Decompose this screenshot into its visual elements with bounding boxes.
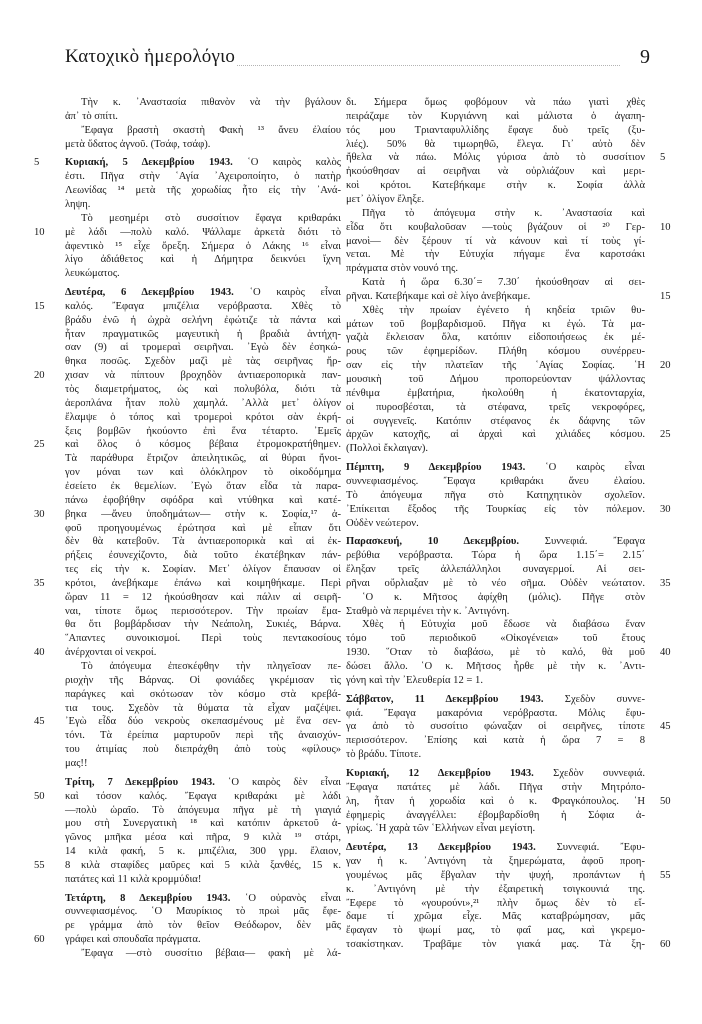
text-line [65, 383, 341, 397]
text-line [65, 715, 341, 729]
line-text: μου στὴ Συνεργατικὴ ¹⁸ καὶ κατόπιν ἀρκετοῦ ἀ- [65, 818, 341, 830]
text-line [346, 193, 645, 207]
right-line-number: 5 [660, 152, 666, 164]
line-text: πάνω ἐφοβήθην σφόδρα καὶ ντύθηκα καὶ κατέ- [65, 494, 341, 506]
line-text: ἐσείετο ἐκ θεμελίων. ᾿Εγὼ ὅταν εἶδα τὰ παρα- [65, 480, 341, 492]
line-text: ἠκούσθησαν αἱ σειρῆναι νὰ οὐρλιάζουν καὶ μερι- [346, 166, 645, 178]
line-text: τια τους. Σχεδὸν τὰ θύματα τὰ εἶχαν μαζέψει. [65, 702, 341, 714]
entry-date-heading: Πέμπτη, 9 Δεκεμβρίου 1943. [346, 462, 526, 474]
line-text: ῾Ο καιρὸς εἶναι [525, 462, 645, 474]
text-line [346, 591, 645, 605]
text-line [346, 809, 645, 823]
line-text: Συννεφιά. ῎Εφαγα [519, 536, 646, 548]
line-text: μας!! [65, 757, 88, 769]
text-line [65, 240, 341, 254]
line-text: μετὰ ὕδατος ἀγνοῦ. (Τσάφ, τσάφ). [65, 138, 211, 150]
line-text: ἤθελα νὰ πάω. Μόλις γύρισα ἀπὸ τὸ συσσίτιον [346, 152, 645, 164]
text-line [65, 757, 341, 771]
text-line [65, 632, 341, 646]
line-text: τσακίστηκαν. Τραβᾶμε τὸν γιακά μας. Τὰ ξη- [346, 939, 645, 951]
text-line [346, 318, 645, 332]
text-line [346, 235, 645, 249]
line-text: ἔφαγαν τὸ ψωμί μας, τὸ φαΐ μας, καὶ γκρεμο- [346, 925, 645, 937]
text-line [346, 96, 645, 110]
line-text: βράδυ ἐνῶ ἡ ὠχρὰ σελήνη ἐφώτιζε τὰ πάντα καὶ [65, 314, 341, 326]
text-line [65, 198, 341, 212]
text-line [346, 563, 645, 577]
text-line [346, 632, 645, 646]
text-line [346, 401, 645, 415]
line-text: ἐφημερὶς ἀναγγέλλει: ἐβομβαρδίσθη ἡ Σόφια ἀ- [346, 809, 645, 821]
line-text: καλός. ῎Εφαγα μπιζέλια νερόβραστα. Χθὲς τὸ [65, 300, 341, 312]
line-text: Σχεδὸν συννε- [543, 693, 645, 705]
text-line [65, 905, 341, 919]
text-line [346, 165, 645, 179]
line-text: ῎Εφαγα βραστὴ σκαστὴ Φακὴ ¹³ ἄνευ ἐλαίου [81, 124, 341, 136]
line-text: νεται. Μὲ τὴν Εὐτυχία πήγαμε ἕνα καροτσάκι [346, 249, 645, 261]
line-text: Τὸ ἀπόγευμα ἐπεσκέφθην τὴν πληγεῖσαν πε- [81, 661, 341, 672]
right-line-number: 25 [660, 429, 671, 441]
line-text: τες εἰς τὴν κ. Σοφίαν. Μετ᾿ ὀλίγον ἔπαυσαν οἱ [65, 564, 341, 576]
text-line [346, 707, 645, 721]
text-line [65, 804, 341, 818]
text-line [65, 674, 341, 688]
line-text: ρῆναι. Κατεβήκαμε καὶ σὲ λίγο ἀνεβήκαμε. [346, 290, 531, 302]
line-text: εἶδα ὅτι κουβαλοῦσαν —τοὺς βγάζουν οἱ ²⁰ Γερ- [346, 221, 645, 233]
left-line-number: 30 [34, 508, 45, 520]
line-text: γράφει καὶ σπουδαῖα πράγματα. [65, 934, 201, 946]
line-text: φοῦ προηγουμένως ἐρώτησα καὶ μὲ εἶπαν ὅτι [65, 522, 341, 534]
line-text: πένθιμα ἐμβατήρια, ἠκολούθη ἡ ἑκατονταρχία, [346, 387, 645, 399]
entry-heading-line [65, 776, 341, 790]
entry-date-heading: Τετάρτη, 8 Δεκεμβρίου 1943. [65, 892, 231, 904]
line-text: μάτων τοῦ βομβαρδισμοῦ. Πῆγα κι ἐγώ. Τὰ μα- [346, 318, 645, 330]
text-line [346, 428, 645, 442]
text-line [65, 480, 341, 494]
text-line [65, 124, 341, 138]
line-text: ξεις βομβῶν ἠκούοντο ἐπὶ ἕνα τέταρτο. ᾿Εμεῖς [65, 425, 341, 437]
text-line [65, 253, 341, 267]
text-line [346, 577, 645, 591]
line-text: παράγκες καὶ σκότωσαν τὸν κόσμο στὰ κρεβά- [65, 688, 341, 700]
line-text: ἀρχῶν κατοχῆς, αἱ ἀρχαὶ καὶ χιλιάδες κόσμου. [346, 429, 645, 441]
line-text: γαν ἡ κ. ᾿Αντιγόνη τὰ ξημερώματα, ἀφοῦ προη- [346, 856, 645, 868]
right-line-number: 50 [660, 795, 671, 807]
text-line [346, 221, 645, 235]
left-line-number: 60 [34, 934, 45, 946]
line-text: Τὸ ἀπόγευμα πῆγα στὸ Κατηχητικὸν σχολεῖον. [346, 489, 645, 501]
text-line [346, 276, 645, 290]
text-line [346, 179, 645, 193]
text-line [65, 702, 341, 716]
line-text: θα ὅτι βομβάρδισαν τὴν Νεάπολη, Συκιές, Βάρνα. [65, 619, 341, 631]
line-text: πειράζαμε τὸν Κυργιάννη καὶ μάλιστα ὁ ἀγαπη- [346, 110, 645, 122]
text-line [65, 933, 341, 947]
left-line-number: 15 [34, 300, 45, 312]
line-text: φιά. ῎Εφαγα μακαρόνια νερόβραστα. Μόλις ἔφυ- [346, 707, 645, 719]
line-text: ἀνέρχονται οἱ νεκροί. [65, 647, 157, 659]
text-line [346, 938, 645, 952]
line-text: ρήξεις ἐσυνεχίζοντο, διὰ τοῦτο ἐκατέβηκαν πάν- [65, 550, 341, 562]
entry-date-heading: Κυριακή, 12 Δεκεμβρίου 1943. [346, 767, 534, 779]
text-line [65, 790, 341, 804]
line-text: ῾Ο καιρὸς δὲν εἶναι [214, 776, 341, 788]
right-line-number: 55 [660, 869, 671, 881]
left-line-number: 5 [34, 157, 40, 169]
line-text: χισαν νὰ πίπτουν βροχηδὸν ἀντιαεροπορικὰ παν- [65, 370, 341, 382]
line-text: γῶνος μπῆκα μέσα καὶ πῆρα, 9 κιλὰ ¹⁹ στάρι, [65, 832, 341, 844]
text-line [346, 373, 645, 387]
text-line [65, 494, 341, 508]
line-text: ᾿Επίκειται ἔξοδος τῆς Τουρκίας εἰς τὸν πόλεμον. [346, 503, 645, 515]
line-text: τόνι. Τὰ ἐρείπια μαρτυροῦν περὶ τῆς ἀναισχύν- [65, 730, 341, 742]
line-text: Τὰ παράθυρα ἔτριζον ἀπειλητικῶς, αἱ θύραι ἤνοι- [65, 453, 341, 465]
line-text: Κατὰ ἡ ὥρα 6.30΄= 7.30΄ ἠκούσθησαν αἱ σει- [362, 277, 645, 289]
text-line [346, 415, 645, 429]
entry-heading-line [346, 461, 645, 475]
entry-date-heading: Κυριακή, 5 Δεκεμβρίου 1943. [65, 157, 233, 169]
line-text: Τὴν κ. ᾿Αναστασία πιθανὸν νὰ τὴν βγάλουν [81, 97, 341, 108]
left-line-number: 10 [34, 226, 45, 238]
line-text: βηκα —ἄνευ ὑποδημάτων— στὴν κ. Σοφία,¹⁷ ἀ- [65, 508, 341, 520]
line-text: Σταθμὸ νὰ περιμένει τὴν κ. ᾿Αντιγόνη. [346, 605, 510, 617]
line-text: Χθὲς ἡ Εὐτυχία μοῦ ἔδωσε νὰ διαβάσω ἕναν [362, 619, 645, 631]
line-text: ἐστι. Πῆγα στὴν ῾Αγία ᾿Αχειροποίητο, ὁ πατὴρ [65, 171, 341, 183]
entry-heading-line [346, 693, 645, 707]
text-line [65, 184, 341, 198]
line-text: Συννεφιά. ῎Εφυ- [535, 842, 645, 854]
line-text: θηκα ποσῶς. Σχεδὸν μαζὶ μὲ τὰς σειρῆνας ἤρ- [65, 356, 341, 368]
line-text: πράγματα στὸν νουνό της. [346, 263, 458, 275]
text-line [65, 96, 341, 110]
text-line [65, 660, 341, 674]
line-text: κ. ᾿Αντιγόνη μὲ τὴν ἐξαιρετικὴ τσιγκουνιά της. [346, 883, 645, 895]
text-line [65, 873, 341, 887]
text-line [65, 919, 341, 933]
line-text: κοὶ κρότοι. Κατεβήκαμε στὴν κ. Σοφία ἀλλὰ [346, 180, 645, 192]
text-line [65, 646, 341, 660]
entry-heading-line [65, 286, 341, 300]
line-text: γα ἀπὸ τὸ συσσίτιο φώναξαν οἱ σειρῆνες, τίποτε [346, 721, 645, 733]
text-line [346, 207, 645, 221]
text-line [346, 720, 645, 734]
line-text: γόνη καὶ τὴν ᾿Ελευθερία 12 = 1. [346, 674, 483, 686]
text-line [65, 314, 341, 328]
line-text: μὲ λάδι —πολὺ καλό. Ψάλλαμε ἀρκετὰ διότι τὸ [65, 226, 341, 238]
text-line [65, 563, 341, 577]
right-line-number: 10 [660, 221, 671, 233]
line-text: οἱ συγγενεῖς. Κατόπιν στέφανος ἐκ δάφνης τῶν [346, 415, 645, 427]
text-line [346, 660, 645, 674]
line-text: γαζιὰ ἔκλεισαν ὅλα, κατόπιν εἰδοποιήσεως ἐκ μέ- [346, 332, 645, 344]
line-text: ὥραν 11 = 12 ἠκούσθησαν καὶ πάλιν αἱ σειρῆ- [65, 591, 341, 603]
line-text: γουμένως μᾶς ἔβγαλαν τὴν ψυχή, προπάντων ἡ [346, 869, 645, 881]
text-line [346, 646, 645, 660]
text-line [346, 359, 645, 373]
text-line [65, 452, 341, 466]
text-line [346, 304, 645, 318]
line-text: ἔλαμψε ὁ τόπος καὶ τρομεροὶ κρότοι σὰν ἐκρή- [65, 411, 341, 423]
entry-date-heading: Σάββατον, 11 Δεκεμβρίου 1943. [346, 693, 544, 705]
line-text: ἀφεντικὸ ¹⁵ εἶχε ὄρεξη. Σήμερα ὁ Λάκης ¹⁶ εἶναι [65, 240, 341, 252]
text-line [346, 618, 645, 632]
line-text: ληψη. [65, 198, 91, 210]
text-line [65, 549, 341, 563]
line-text: —πολὺ ὡραῖο. Τὸ ἀπόγευμα πῆγα μὲ τὴ γιαγιά [65, 804, 341, 816]
line-text: σαν (9) αἱ τρομεραὶ σειρῆναι. ᾿Εγὼ δὲν ἐσηκώ- [65, 342, 341, 354]
entry-date-heading: Δευτέρα, 6 Δεκεμβρίου 1943. [65, 287, 234, 299]
left-line-number: 35 [34, 577, 45, 589]
text-line [346, 387, 645, 401]
line-text: καὶ τόσον καλός. ῎Εφαγα κριθαράκι μὲ λάδι [65, 790, 341, 802]
text-line [65, 110, 341, 124]
text-line [65, 831, 341, 845]
text-line [65, 618, 341, 632]
running-header [65, 46, 650, 72]
left-line-number: 45 [34, 716, 45, 728]
entry-heading-line [346, 841, 645, 855]
right-line-number: 45 [660, 721, 671, 733]
text-line [65, 535, 341, 549]
line-text: μετ᾿ ὀλίγον ἔληξε. [346, 193, 425, 205]
text-line [346, 151, 645, 165]
line-text: ναι, τίποτε ὅμως περισσότερον. Τὴν πρωίαν ἔμα- [65, 605, 341, 617]
line-text: 14 κιλὰ φακή, 5 κ. μπιζέλια, 300 γρμ. ἔλαιον, [65, 846, 341, 858]
text-line [65, 300, 341, 314]
text-line [346, 795, 645, 809]
text-line [65, 591, 341, 605]
text-line [346, 489, 645, 503]
text-line [346, 110, 645, 124]
line-text: Σχεδὸν συννεφιά. [533, 767, 646, 779]
text-line [346, 503, 645, 517]
text-line [346, 248, 645, 262]
entry-heading-line [346, 767, 645, 781]
line-text: λευκώματος. [65, 268, 120, 280]
line-text: ἦταν πραγματικῶς μαγευτικὴ ἡ βραδιὰ ἀντήχη- [65, 328, 341, 340]
line-text: ἔληξαν τρεῖς ἀλλεπάλληλοι συναγερμοί. Αἱ σει- [346, 564, 645, 576]
line-text: οἱ πυροσβέσται, τὰ στέφανα, τρεῖς νεκροφόρες, [346, 401, 645, 413]
left-line-number: 40 [34, 647, 45, 659]
text-line [65, 341, 341, 355]
text-line [65, 226, 341, 240]
line-text: συννεφιασμένος. ῎Εφαγα κριθαράκι ἄνευ ἐλαίου. [346, 475, 645, 487]
line-text: ρῆναι οὔρλιαξαν μὲ τὸ νέο σῆμα. Οὐδὲν νεώτατον. [346, 577, 645, 589]
text-line [346, 549, 645, 563]
text-line [346, 897, 645, 911]
text-line [65, 411, 341, 425]
text-line [65, 947, 341, 961]
text-line [346, 869, 645, 883]
line-text: ῎Εφαγα πατάτες μὲ λάδι. Πῆγα στὴν Μητρόπο- [346, 781, 645, 793]
line-text: ῎Εφαγα —στὸ συσσίτιο βέβαια— φακὴ μὲ λά- [81, 948, 341, 959]
line-text: κρότοι, ἀνεβήκαμε ἐπάνω καὶ κοιμηθήκαμε. Περὶ [65, 577, 341, 589]
right-line-number: 40 [660, 647, 671, 659]
right-line-number: 35 [660, 577, 671, 589]
line-text: τόμο τοῦ περιοδικοῦ «Οἰκογένεια» τοῦ ἔτους [346, 633, 645, 645]
line-text: ῾Ο οὐρανὸς εἶναι [230, 892, 342, 904]
right-line-number: 15 [660, 290, 671, 302]
line-text: περισσότερον. ᾿Επίσης καὶ κατὰ ἡ ὥρα 7 = 8 [346, 735, 645, 747]
line-text: δώσει ἄλλο. ῾Ο κ. Μῆτσος ἦρθε μὲ τὴν κ. ᾿Αντι- [346, 661, 645, 672]
text-line [65, 688, 341, 702]
entry-date-heading: Δευτέρα, 13 Δεκεμβρίου 1943. [346, 842, 536, 854]
line-text: 8 κιλὰ σταφίδες μαῦρες καὶ 5 κιλὰ ξανθές, 15 κ. [65, 859, 341, 871]
text-line [346, 262, 645, 276]
text-line [65, 508, 341, 522]
line-text: ρε γράμμα ἀπὸ τὸν θεῖον Θεόδωρον, δὲν μᾶς [65, 920, 341, 932]
text-line [65, 577, 341, 591]
text-line [346, 290, 645, 304]
line-text: Τὸ μεσημέρι στὸ συσσίτιον ἔφαγα κριθαράκι [81, 212, 341, 224]
text-line [346, 822, 645, 836]
text-line [346, 910, 645, 924]
line-text: Οὐδὲν νεώτερον. [346, 517, 419, 529]
line-text: Πῆγα τὸ ἀπόγευμα στὴν κ. ᾿Αναστασία καὶ [362, 207, 645, 219]
page-number: 9 [640, 46, 650, 68]
text-line [346, 475, 645, 489]
text-line [65, 859, 341, 873]
text-line [65, 817, 341, 831]
left-line-number: 20 [34, 370, 45, 382]
left-line-number: 55 [34, 859, 45, 871]
text-line [65, 425, 341, 439]
line-text: τὸς διαμετρήματος, ὡς καὶ πολυβόλα, διότι τὰ [65, 384, 341, 395]
line-text: ρεβύθια νερόβραστα. Τώρα ἡ ὥρα 1.15΄= 2.15΄ [346, 550, 645, 562]
line-text: τὸ βράδυ. Τίποτε. [346, 749, 422, 761]
text-line [65, 522, 341, 536]
text-line [346, 124, 645, 138]
line-text: ῾Ο καιρὸς εἶναι [233, 287, 341, 299]
right-line-number: 20 [660, 360, 671, 372]
text-line [346, 781, 645, 795]
text-line [65, 397, 341, 411]
line-text: ῾Ο κ. Μῆτσος ἀφίχθη (μόλις). Πῆγε στὸν [362, 591, 645, 603]
line-text: Λεωνίδας ¹⁴ μετὰ τῆς χορωδίας ἦτο εἰς τὴν ᾿Ανά- [65, 185, 341, 197]
line-text: μανοὶ— δὲν ξέρουν τί νὰ κάνουν καὶ τί τοὺς γί- [346, 235, 645, 247]
entry-date-heading: Τρίτη, 7 Δεκεμβρίου 1943. [65, 776, 215, 788]
line-text: ῞Απαντες συνοικισμοί. Περὶ τοὺς πεντακοσίους [65, 633, 341, 645]
text-line [65, 170, 341, 184]
line-text: τός μου Τριανταφυλλίδης ἔφαγε δυὸ τρεῖς (ξυ- [346, 124, 645, 136]
line-text: δαμε τί χρῶμα εἶχε. Μᾶς καταβρώμησαν, μᾶς [346, 911, 645, 923]
text-line [346, 674, 645, 688]
text-line [65, 605, 341, 619]
text-line [65, 466, 341, 480]
line-text: (Πολλοὶ ἔκλαιγαν). [346, 443, 429, 455]
line-text: ᾿Εγὼ εἶδα δύο νεκροὺς σκεπασμένους μὲ ἕνα σεν- [65, 716, 341, 728]
right-line-number: 30 [660, 503, 671, 515]
line-text: γον μόναι των καὶ ὁλόκληρον τὸ οἰκοδόμημα [65, 467, 341, 479]
line-text: ριοχὴν τῆς Βάρνας. Οἱ φονιάδες γκρέμισαν τὶς [65, 674, 341, 686]
line-text: λίγο ἀδιάθετος καὶ ἡ Δήμητρα δεικνύει ἴχνη [65, 254, 341, 266]
text-line [65, 743, 341, 757]
text-line [65, 729, 341, 743]
line-text: λη, ἦταν ἡ χορωδία καὶ ὁ κ. Φραγκόπουλος. ῾Η [346, 795, 645, 807]
text-line [346, 748, 645, 762]
entry-date-heading: Παρασκευή, 10 Δεκεμβρίου. [346, 536, 520, 548]
line-text: δὲν θὰ κατεβοῦν. Τὰ ἀντιαεροπορικὰ καὶ αἱ ἐκ- [65, 536, 341, 548]
text-line [346, 855, 645, 869]
line-text: του ἀτιμίας ποὺ διεπράχθη ἀπὸ τοὺς «φίλους» [65, 744, 341, 756]
line-text: πατάτες καὶ 11 κιλὰ κρομμύδια! [65, 873, 202, 885]
line-text: καὶ ὅλος ὁ κόσμος βέβαια ἐτρομοκρατήθημεν. [65, 439, 341, 451]
left-line-number: 50 [34, 790, 45, 802]
left-line-number: 25 [34, 439, 45, 451]
line-text: ἀεροπλάνα ἦταν πολὺ χαμηλά. ᾿Αλλὰ μετ᾿ ὀλίγον [65, 397, 341, 409]
header-rule [225, 65, 620, 66]
text-line [65, 212, 341, 226]
line-text: δι. Σήμερα ὅμως φοβόμουν νὰ πάω γιατὶ χθὲς [346, 97, 645, 108]
text-line [346, 605, 645, 619]
text-line [346, 734, 645, 748]
text-line [65, 845, 341, 859]
line-text: ἀπ᾿ τὸ σπίτι. [65, 110, 118, 122]
text-line [346, 924, 645, 938]
line-text: σαν εἰς τὴν πλατεῖαν τῆς ῾Αγίας Σοφίας. ῾Η [346, 360, 645, 372]
text-line [346, 138, 645, 152]
line-text: Χθὲς τὴν πρωίαν ἐγένετο ἡ κηδεία τριῶν θυ- [362, 304, 645, 316]
line-text: ῎Εφερε τὸ «γουρούνι»,²¹ πλὴν ὅμως δὲν τὸ εἴ- [346, 897, 645, 909]
text-line [346, 331, 645, 345]
line-text: λιές). 50% θὰ τιμωρηθῶ, ἔλεγα. Γι᾿ αὐτὸ δὲν [346, 138, 645, 150]
text-line [346, 345, 645, 359]
entry-heading-line [65, 892, 341, 906]
line-text: ρους τῶν ἐφημερίδων. Πλήθη κόσμου συνέρρευ- [346, 346, 645, 358]
text-line [346, 883, 645, 897]
text-line [65, 328, 341, 342]
line-text: 1930. ῞Οταν τὸ διαβάσω, μὲ τὸ καλό, θὰ μοῦ [346, 647, 645, 659]
text-line [65, 355, 341, 369]
line-text: μουσικὴ τοῦ Δήμου προπορεύονταν ψάλλοντας [346, 374, 645, 385]
text-line [65, 267, 341, 281]
line-text: γρίως. ῾Η χαρὰ τῶν ῾Ελλήνων εἶναι μεγίστη. [346, 823, 536, 835]
line-text: συννεφιασμένος. ῾Ο Μαυρίκιος τὸ πρωὶ μᾶς ἔφε- [65, 906, 341, 918]
text-line [346, 517, 645, 531]
text-line [346, 442, 645, 456]
right-line-number: 60 [660, 939, 671, 951]
running-title: Κατοχικὸ ἡμερολόγιο [65, 46, 236, 67]
entry-heading-line [346, 535, 645, 549]
text-line [65, 138, 341, 152]
entry-heading-line [65, 156, 341, 170]
text-line [65, 438, 341, 452]
line-text: ῾Ο καιρὸς καλὸς [232, 157, 341, 169]
text-line [65, 369, 341, 383]
